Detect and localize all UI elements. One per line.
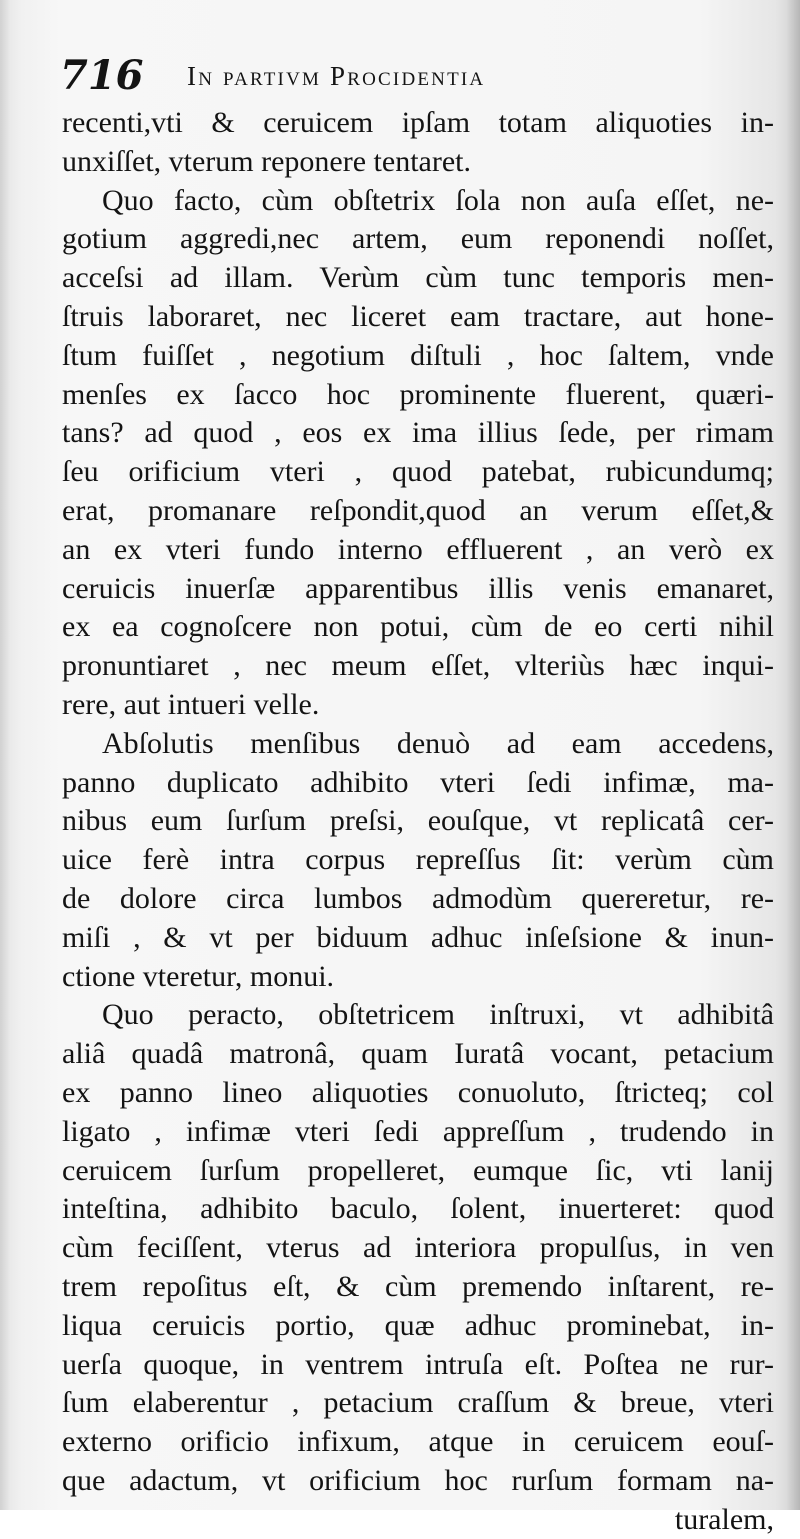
text-line: ſtruis laboraret, nec liceret eam tractare, aut hone-: [62, 299, 774, 333]
text-line: miſi , & vt per biduum adhuc inſeſsione & inun-: [62, 920, 774, 954]
text-line: inteſtina, adhibito baculo, ſolent, inuerteret: quod: [62, 1192, 774, 1226]
text-line: Quo facto, cùm obſtetrix ſola non auſa eſſet, ne-: [102, 183, 774, 217]
text-line: tans? ad quod , eos ex ima illius ſede, per rimam: [62, 416, 774, 450]
text-line: ſtum fuiſſet , negotium diſtuli , hoc ſaltem, vnde: [62, 338, 774, 372]
text-line: gotium aggredi,nec artem, eum reponendi noſſet,: [62, 222, 774, 256]
running-head: In partivm Procidentia: [187, 61, 486, 91]
text-line: Quo peracto, obſtetricem inſtruxi, vt adhibitâ: [102, 998, 774, 1032]
text-line: ſeu orificium vteri , quod patebat, rubicundumq;: [62, 455, 774, 489]
text-line: uice ferè intra corpus repreſſus ſit: verùm cùm: [62, 843, 774, 877]
text-line: ceruicis inuerſæ apparentibus illis venis emanaret,: [62, 571, 774, 605]
text-line: ex ea cognoſcere non potui, cùm de eo certi nihil: [62, 610, 774, 644]
text-line: erat, promanare reſpondit,quod an verum eſſet,&: [62, 493, 774, 527]
page-number: 716: [60, 52, 144, 99]
text-line: liqua ceruicis portio, quæ adhuc prominebat, in-: [62, 1308, 774, 1342]
body-text: [62, 104, 774, 1539]
text-line: ſum elaberentur , petacium craſſum & breue, vteri: [62, 1386, 774, 1420]
text-line: unxiſſet, vterum reponere tentaret.: [62, 144, 471, 178]
page-shadow-left: [0, 0, 10, 1510]
text-line: uerſa quoque, in ventrem intruſa eſt. Poſtea ne rur-: [62, 1347, 774, 1381]
text-line: pronuntiaret , nec meum eſſet, vlteriùs hæc inqui-: [62, 649, 774, 683]
text-line: que adactum, vt orificium hoc rurſum formam na-: [62, 1463, 774, 1497]
text-line: nibus eum ſurſum preſsi, eouſque, vt replicatâ cer-: [62, 804, 774, 838]
page-shadow-right: [786, 0, 800, 1510]
text-line: cùm feciſſent, vterus ad interiora propulſus, in ven: [62, 1231, 774, 1265]
text-line: rere, aut intueri velle.: [62, 687, 320, 721]
text-line: turalem,: [674, 1502, 774, 1536]
text-line: de dolore circa lumbos admodùm quereretur, re-: [62, 881, 774, 915]
text-line: panno duplicato adhibito vteri ſedi infimæ, ma-: [62, 765, 774, 799]
text-line: menſes ex ſacco hoc prominente fluerent, quæri-: [62, 377, 774, 411]
text-line: trem repoſitus eſt, & cùm premendo inſtarent, re-: [62, 1269, 774, 1303]
text-line: Abſolutis menſibus denuò ad eam accedens,: [102, 726, 774, 760]
text-line: ex panno lineo aliquoties conuoluto, ſtricteq; col: [62, 1075, 774, 1109]
text-line: ligato , infimæ vteri ſedi appreſſum , trudendo in: [62, 1114, 774, 1148]
page-header: [60, 52, 740, 100]
text-line: ctione vteretur, monui.: [62, 959, 335, 993]
text-line: an ex vteri fundo interno effluerent , an verò ex: [62, 532, 774, 566]
text-line: aliâ quadâ matronâ, quam Iuratâ vocant, petacium: [62, 1037, 774, 1071]
text-line: externo orificio infixum, atque in ceruicem eouſ-: [62, 1425, 774, 1459]
text-line: acceſsi ad illam. Verùm cùm tunc temporis men-: [62, 261, 774, 295]
text-line: ceruicem ſurſum propelleret, eumque ſic, vti lanij: [62, 1153, 774, 1187]
text-line: recenti,vti & ceruicem ipſam totam aliquoties in-: [62, 106, 774, 139]
